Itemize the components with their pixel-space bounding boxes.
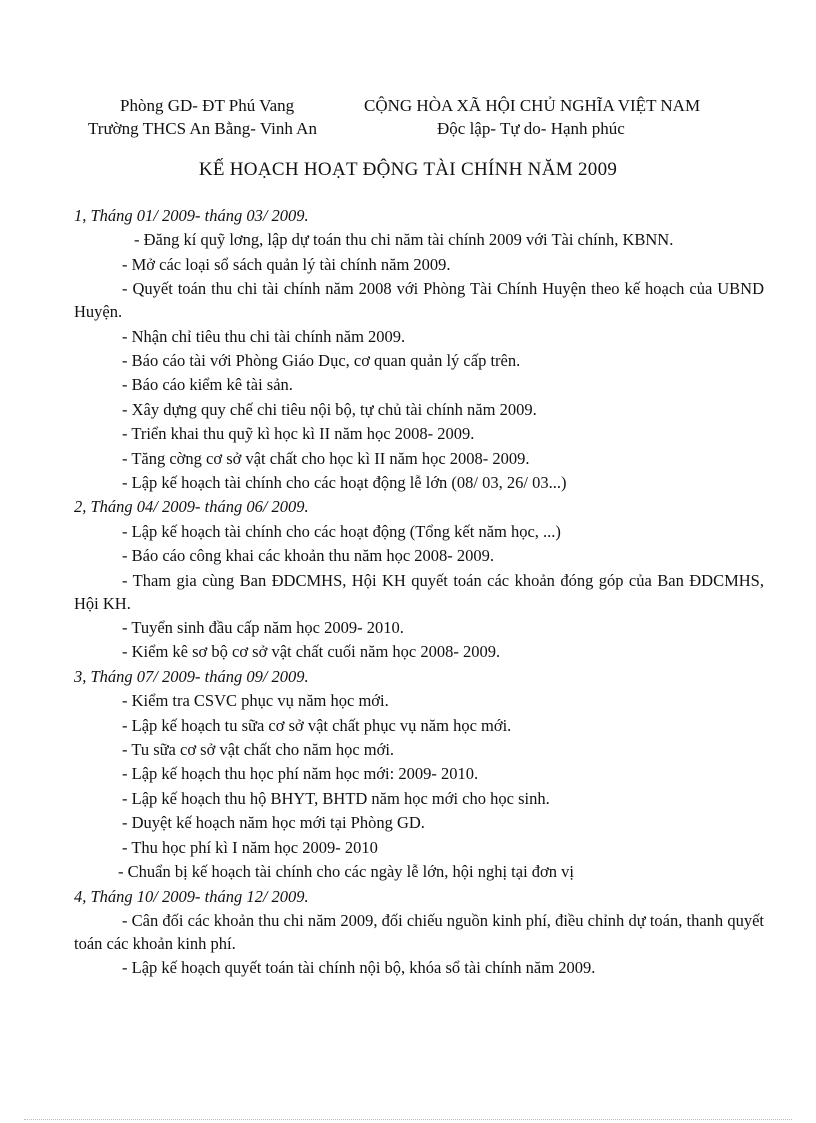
national-title: CỘNG HÒA XÃ HỘI CHỦ NGHĨA VIỆT NAM — [364, 96, 701, 115]
list-item: - Lập kế hoạch tài chính cho các hoạt động (Tổng kết năm học, ...) — [122, 521, 561, 541]
section-heading: 3, Tháng 07/ 2009- tháng 09/ 2009. — [74, 666, 309, 686]
national-motto: Độc lập- Tự do- Hạnh phúc — [437, 119, 625, 138]
list-item: - Duyệt kế hoạch năm học mới tại Phòng GD. — [122, 813, 425, 833]
list-item: - Tu sữa cơ sở vật chất cho năm học mới. — [122, 740, 395, 760]
section-4 — [74, 885, 764, 981]
list-item: - Xây dựng quy chế chi tiêu nội bộ, tự chủ tài chính năm 2009. — [122, 399, 537, 419]
list-item: - Kiểm tra CSVC phục vụ năm học mới. — [122, 691, 389, 711]
section-heading: 4, Tháng 10/ 2009- tháng 12/ 2009. — [74, 886, 309, 906]
list-item: - Nhận chỉ tiêu thu chi tài chính năm 2009. — [122, 326, 406, 346]
list-item: - Triển khai thu quỹ kì học kì II năm học 2008- 2009. — [122, 424, 475, 444]
list-item: - Báo cáo công khai các khoản thu năm học 2008- 2009. — [122, 546, 495, 566]
section-heading: 1, Tháng 01/ 2009- tháng 03/ 2009. — [74, 206, 309, 225]
section-2 — [74, 495, 764, 664]
list-item: - Lập kế hoạch tu sữa cơ sở vật chất phục vụ năm học mới. — [122, 715, 512, 735]
list-item: - Quyết toán thu chi tài chính năm 2008 với Phòng Tài Chính Huyện theo kế hoạch của UBND Huyện. — [74, 279, 764, 322]
list-item: - Cân đối các khoản thu chi năm 2009, đối chiếu nguồn kinh phí, điều chỉnh dự toán, thanh quyết toán các khoản kinh phí. — [74, 910, 764, 953]
document-title: KẾ HOẠCH HOẠT ĐỘNG TÀI CHÍNH NĂM 2009 — [198, 159, 618, 180]
document-body — [74, 204, 764, 981]
school-name: Trường THCS An Bằng- Vinh An — [88, 119, 317, 138]
list-item: - Đăng kí quỹ lơng, lập dự toán thu chi năm tài chính 2009 với Tài chính, KBNN. — [134, 230, 674, 250]
list-item: - Thu học phí kì I năm học 2009- 2010 — [122, 837, 378, 857]
list-item: - Lập kế hoạch thu hộ BHYT, BHTD năm học mới cho học sinh. — [122, 788, 550, 808]
list-item: - Tuyển sinh đầu cấp năm học 2009- 2010. — [122, 618, 404, 638]
list-item: - Tăng cờng cơ sở vật chất cho học kì II năm học 2008- 2009. — [122, 448, 530, 468]
list-item: - Lập kế hoạch quyết toán tài chính nội bộ, khóa sổ tài chính năm 2009. — [122, 958, 596, 978]
list-item: - Báo cáo tài với Phòng Giáo Dục, cơ quan quản lý cấp trên. — [122, 351, 521, 370]
list-item: - Tham gia cùng Ban ĐDCMHS, Hội KH quyết toán các khoản đóng góp của Ban ĐDCMHS, Hội KH. — [74, 570, 764, 613]
list-item: - Chuẩn bị kế hoạch tài chính cho các ngày lễ lớn, hội nghị tại đơn vị — [118, 862, 574, 882]
list-item: - Mở các loại sổ sách quản lý tài chính năm 2009. — [122, 254, 451, 274]
section-3 — [74, 665, 764, 885]
list-item: - Kiểm kê sơ bộ cơ sở vật chất cuối năm học 2008- 2009. — [122, 642, 501, 662]
section-1 — [74, 204, 764, 495]
section-heading: 2, Tháng 04/ 2009- tháng 06/ 2009. — [74, 497, 309, 517]
list-item: - Báo cáo kiểm kê tài sản. — [122, 375, 293, 395]
page-bottom-divider — [24, 1119, 792, 1120]
list-item: - Lập kế hoạch tài chính cho các hoạt động lễ lớn (08/ 03, 26/ 03...) — [122, 473, 567, 493]
list-item: - Lập kế hoạch thu học phí năm học mới: 2009- 2010. — [122, 764, 479, 784]
department-name: Phòng GD- ĐT Phú Vang — [120, 96, 295, 115]
